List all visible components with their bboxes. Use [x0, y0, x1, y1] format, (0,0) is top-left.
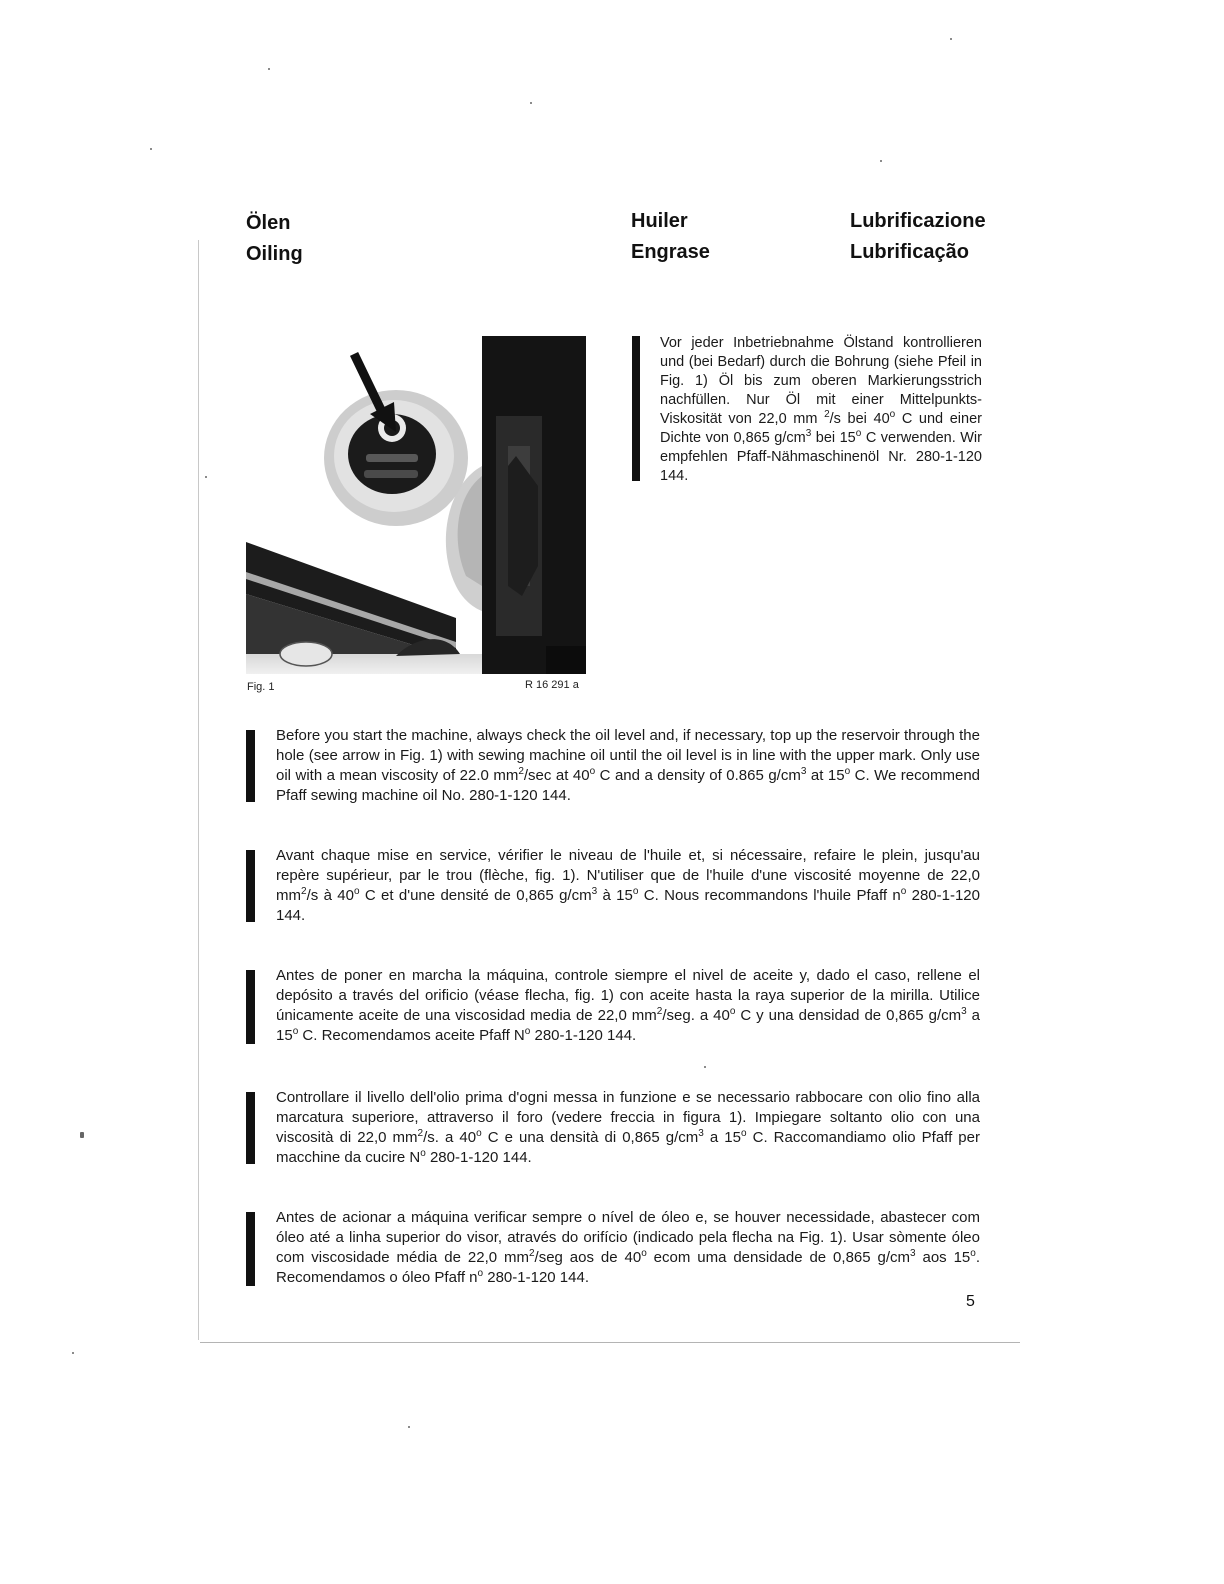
- scan-edge-line: [200, 1342, 1020, 1343]
- paragraph-portuguese: [246, 1208, 980, 1292]
- scan-speck: [268, 68, 270, 70]
- scan-speck: [530, 102, 532, 104]
- paragraph-portuguese-text: Antes de acionar a máquina verificar sempre o nível de óleo e, se houver necessidade, abastecer com óleo até a linha superior do visor, através do orifício (indicado pela flecha na Fig. 1). Usar sòmente óleo com viscosidade média de 22,0 $mm^2$/seg aos de 40$^o$ ecom uma densidade de 0,865 $g/cm^3$ aos 15$^o$. Recomendamos o óleo Pfaff $n^o$ 280-1-120 144.: [276, 1209, 980, 1286]
- paragraph-german: [632, 334, 982, 484]
- scan-speck: [880, 160, 882, 162]
- section-marker-bar: [246, 1092, 255, 1164]
- figure-reference: R 16 291 a: [525, 679, 579, 691]
- heading-italian: Lubrificazione: [850, 210, 986, 232]
- scan-speck: [80, 1132, 84, 1138]
- scan-speck: [150, 148, 152, 150]
- paragraph-german-text: Vor jeder Inbetriebnahme Ölstand kontrollieren und (bei Bedarf) durch die Bohrung (siehe Pfeil in Fig. 1) Öl bis zum oberen Markierungsstrich nachfüllen. Nur Öl mit einer Mittelpunkts-Viskosität von 22,0 mm $^2$/s bei 40$^o$ C und einer Dichte von 0,865 $g/cm^3$ bei 15$^o$ C verwenden. Wir empfehlen Pfaff-Nähmaschinenöl Nr. 280-1-120 144.: [660, 335, 982, 484]
- paragraph-spanish: [246, 966, 980, 1050]
- section-marker-bar: [246, 1212, 255, 1286]
- scan-speck: [205, 476, 207, 478]
- section-marker-bar: [246, 850, 255, 922]
- section-marker-bar: [632, 336, 640, 481]
- paragraph-french: [246, 846, 980, 930]
- heading-french: Huiler: [631, 210, 688, 232]
- heading-spanish: Engrase: [631, 241, 710, 263]
- scan-speck: [408, 1426, 410, 1428]
- paragraph-spanish-text: Antes de poner en marcha la máquina, controle siempre el nivel de aceite y, dado el caso, rellene el depósito a través del orificio (véase flecha, fig. 1) con aceite hasta la raya superior de la mirilla. Utilice únicamente aceite de una viscosidad media de 22,0 $mm^2$/seg. a 40$^o$ C y una densidad de 0,865 $g/cm^3$ a 15$^o$ C. Recomendamos aceite Pfaff $N^o$ 280-1-120 144.: [276, 967, 980, 1044]
- paragraph-english-text: Before you start the machine, always check the oil level and, if necessary, top up the reservoir through the hole (see arrow in Fig. 1) with sewing machine oil until the oil level is in line with the upper mark. Only use oil with a mean viscosity of 22.0 $mm^2/\sec$ at 40$^o$ C and a density of 0.865 $g/cm^3$ at 15$^o$ C. We recommend Pfaff sewing machine oil No. 280-1-120 144.: [276, 727, 981, 804]
- section-marker-bar: [246, 730, 255, 802]
- heading-english: Oiling: [246, 243, 303, 265]
- paragraph-french-text: Avant chaque mise en service, vérifier le niveau de l'huile et, si nécessaire, refaire le plein, jusqu'au repère supérieur, par le trou (flèche, fig. 1). N'utiliser que de l'huile d'une viscosité moyenne de 22,0 $mm^2/s$ à 40$^o$ C et d'une densité de 0,865 $g/cm^3$ à 15$^o$ C. Nous recommandons l'huile Pfaff $n^o$ 280-1-120 144.: [276, 847, 980, 924]
- scan-speck: [72, 1352, 74, 1354]
- section-marker-bar: [246, 970, 255, 1044]
- figure-oil-reservoir-photo: [246, 336, 586, 674]
- figure-label: Fig. 1: [247, 681, 275, 693]
- paragraph-italian-text: Controllare il livello dell'olio prima d'ogni messa in funzione e se necessario rabbocare con olio fino alla marcatura superiore, attraverso il foro (vedere freccia in figura 1). Impiegare soltanto olio con una viscosità di 22,0 $mm^2/s$. a 40$^o$ C e una densità di 0,865 $g/cm^3$ a 15$^o$ C. Raccomandiamo olio Pfaff per macchine da cucire $N^o$ 280-1-120 144.: [276, 1089, 980, 1166]
- page-number: 5: [966, 1293, 975, 1310]
- heading-it-pt: [850, 206, 986, 268]
- heading-fr-es: [631, 206, 710, 268]
- paragraph-english: [246, 726, 980, 810]
- paragraph-italian: [246, 1088, 980, 1172]
- scan-speck: [950, 38, 952, 40]
- heading-german: Ölen: [246, 212, 291, 234]
- scan-speck: [704, 1066, 706, 1068]
- heading-portuguese: Lubrificação: [850, 241, 969, 263]
- heading-de-en: [246, 208, 303, 270]
- scan-margin-line: [198, 240, 199, 1340]
